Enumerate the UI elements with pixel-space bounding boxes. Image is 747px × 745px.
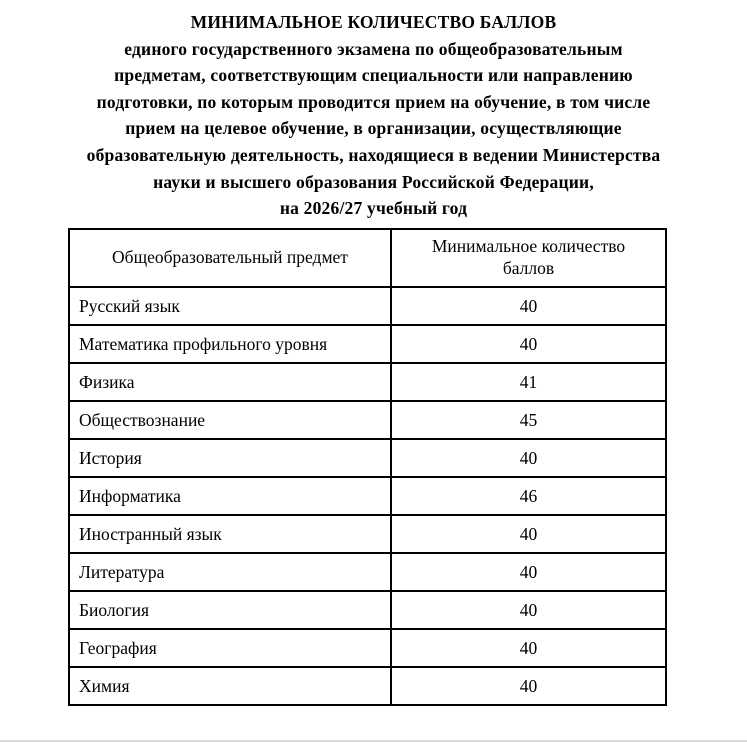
- score-cell: 40: [391, 515, 666, 553]
- table-row: [69, 515, 666, 553]
- table-header-row: [69, 229, 666, 287]
- subject-cell: История: [69, 439, 391, 477]
- score-cell: 45: [391, 401, 666, 439]
- score-cell: 46: [391, 477, 666, 515]
- title-line-6: образовательную деятельность, находящиеся в ведении Министерства: [86, 144, 661, 165]
- score-cell: 40: [391, 629, 666, 667]
- table-row: [69, 363, 666, 401]
- table-row: [69, 629, 666, 667]
- subject-cell: Химия: [69, 667, 391, 705]
- table-row: [69, 591, 666, 629]
- subject-cell: Биология: [69, 591, 391, 629]
- subject-cell: Литература: [69, 553, 391, 591]
- score-cell: 40: [391, 667, 666, 705]
- title-line-8: на 2026/27 учебный год: [279, 198, 468, 219]
- score-cell: 41: [391, 363, 666, 401]
- table-row: [69, 401, 666, 439]
- score-cell: 40: [391, 553, 666, 591]
- title-line-2: единого государственного экзамена по общеобразовательным: [124, 38, 623, 59]
- score-cell: 40: [391, 591, 666, 629]
- min-scores-table: [68, 228, 667, 706]
- score-cell: 40: [391, 287, 666, 325]
- subject-cell: География: [69, 629, 391, 667]
- title-line-7: науки и высшего образования Российской Федерации,: [153, 171, 594, 192]
- score-cell: 40: [391, 439, 666, 477]
- title-line-1: МИНИМАЛЬНОЕ КОЛИЧЕСТВО БАЛЛОВ: [190, 12, 557, 32]
- table-row: [69, 667, 666, 705]
- table-row: [69, 325, 666, 363]
- table-row: [69, 439, 666, 477]
- table-row: [69, 553, 666, 591]
- header-score: Минимальное количество баллов: [391, 229, 666, 287]
- subject-cell: Русский язык: [69, 287, 391, 325]
- score-cell: 40: [391, 325, 666, 363]
- title-line-4: подготовки, по которым проводится прием на обучение, в том числе: [96, 91, 651, 112]
- document-title: [0, 0, 747, 222]
- subject-cell: Обществознание: [69, 401, 391, 439]
- subject-cell: Иностранный язык: [69, 515, 391, 553]
- header-subject: Общеобразовательный предмет: [69, 229, 391, 287]
- subject-cell: Физика: [69, 363, 391, 401]
- subject-cell: Математика профильного уровня: [69, 325, 391, 363]
- subject-cell: Информатика: [69, 477, 391, 515]
- title-line-5: прием на целевое обучение, в организации, осуществляющие: [125, 118, 622, 139]
- title-line-3: предметам, соответствующим специальности или направлению: [114, 65, 633, 86]
- page-bottom-divider: [0, 740, 747, 742]
- table-row: [69, 477, 666, 515]
- table-row: [69, 287, 666, 325]
